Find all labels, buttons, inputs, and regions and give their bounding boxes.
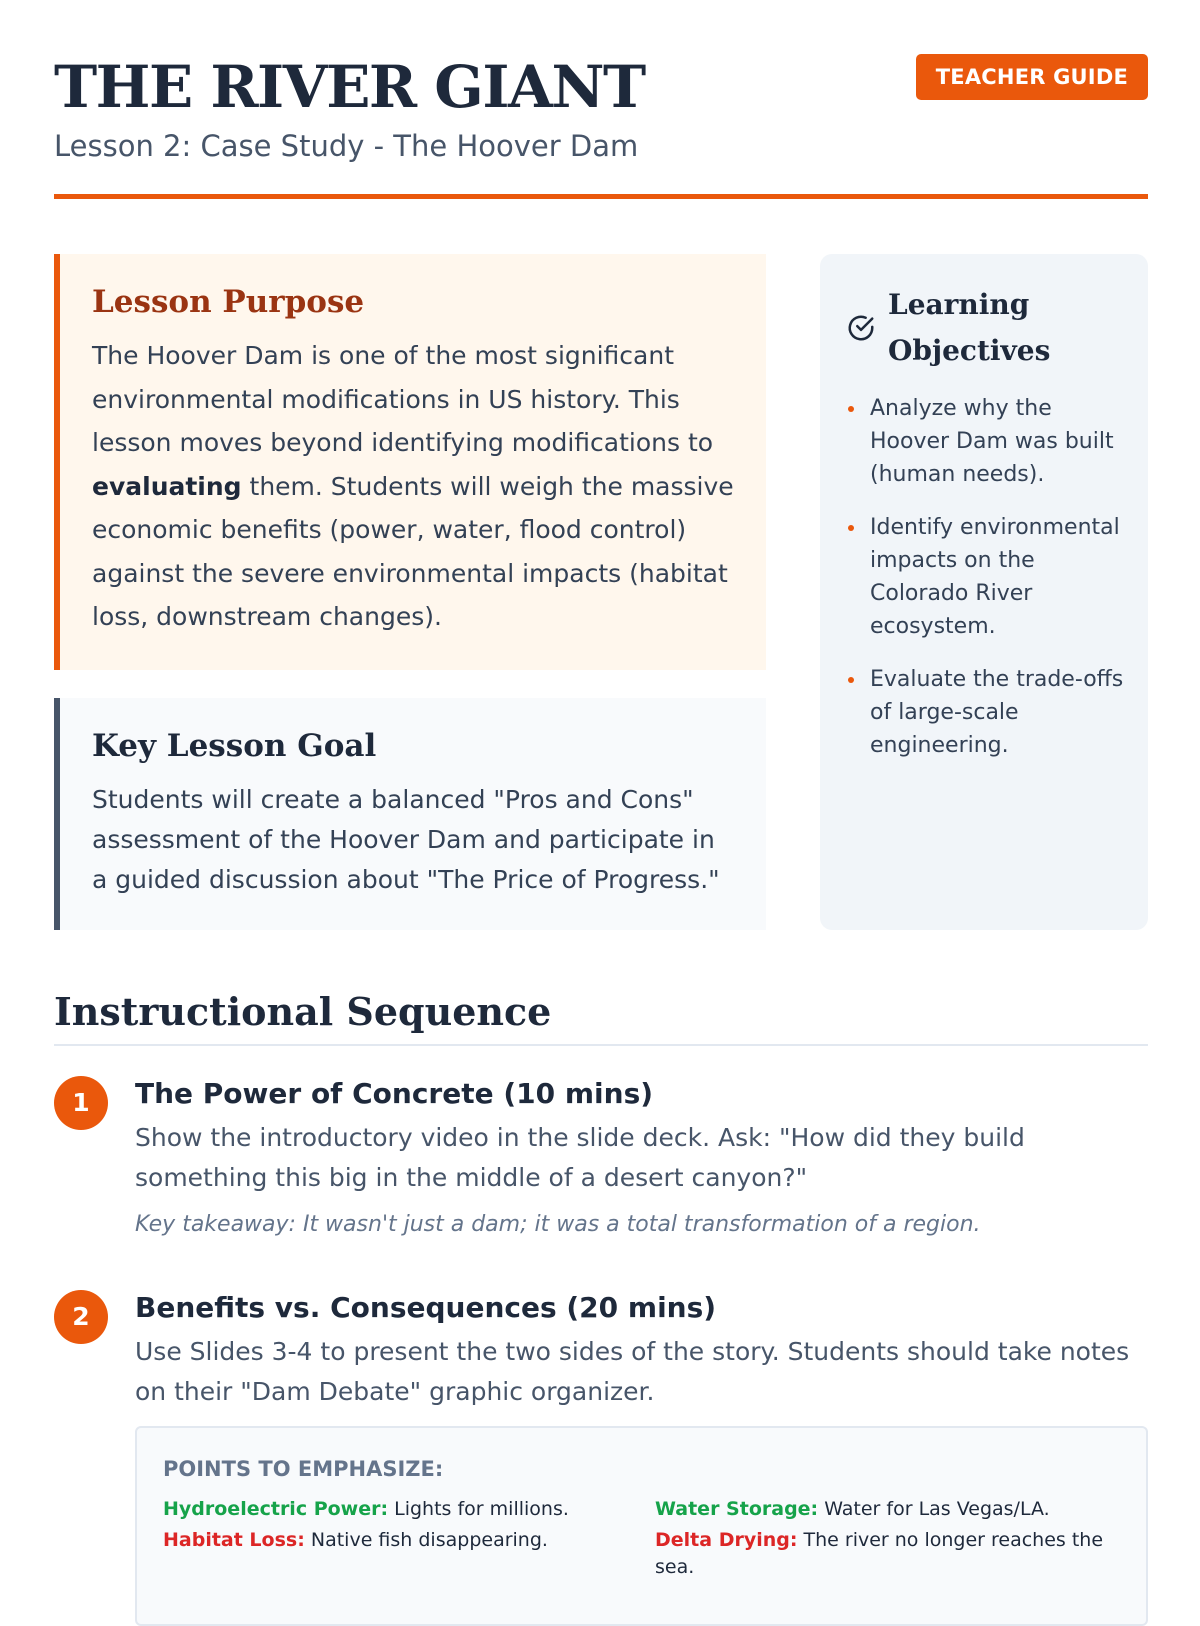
emphasis-desc: Water for Las Vegas/LA. <box>818 1498 1050 1520</box>
key-lesson-goal-text: Students will create a balanced "Pros and Cons" assessment of the Hoover Dam and participate in a guided discussion about "The Price of Progress." <box>92 785 720 894</box>
emphasis-desc: Lights for millions. <box>388 1498 569 1520</box>
instructional-sequence-heading: Instructional Sequence <box>54 989 552 1034</box>
page-header <box>54 52 1148 200</box>
emphasis-desc: The river no longer reaches the sea. <box>655 1529 1104 1578</box>
emphasis-item-hydroelectric <box>163 1496 655 1523</box>
emphasis-term: Delta Drying: <box>655 1529 798 1551</box>
objective-item: Identify environmental impacts on the Colorado River ecosystem. <box>846 511 1124 643</box>
header-divider <box>54 194 1148 199</box>
step-number-badge: 1 <box>54 1076 108 1130</box>
objectives-list <box>846 392 1124 762</box>
emphasis-item-delta-drying <box>655 1527 1120 1581</box>
points-to-emphasize-label: POINTS TO EMPHASIZE: <box>163 1457 444 1481</box>
learning-objectives-panel <box>820 254 1148 930</box>
learning-objectives-heading <box>888 282 1124 374</box>
learning-objectives-header <box>846 282 1124 374</box>
step-description: Use Slides 3-4 to present the two sides of the story. Students should take notes on their "Dam Debate" graphic organizer. <box>135 1337 1130 1406</box>
emphasis-term: Habitat Loss: <box>163 1529 305 1551</box>
sequence-step-2 <box>54 1288 1148 1626</box>
step-description: Show the introductory video in the slide deck. Ask: "How did they build something this big in the middle of a desert canyon?" <box>135 1123 1025 1192</box>
points-to-emphasize-box <box>135 1426 1148 1626</box>
step-takeaway: Key takeaway: It wasn't just a dam; it was a total transformation of a region. <box>135 1212 981 1237</box>
sequence-step-1 <box>54 1074 1148 1242</box>
emphasis-grid <box>163 1496 1120 1581</box>
purpose-text-part: The Hoover Dam is one of the most significant environmental modifications in US history. This lesson moves beyond identifying modifications to <box>92 341 714 457</box>
purpose-text-part: them. Students will weigh the massive economic benefits (power, water, flood control) against the severe environmental impacts (habitat loss, downstream changes). <box>92 471 734 631</box>
step-body <box>135 1288 1148 1626</box>
emphasis-desc: Native fish disappearing. <box>304 1529 548 1551</box>
key-lesson-goal-card <box>54 698 766 930</box>
objective-item: Evaluate the trade-offs of large-scale engineering. <box>846 663 1124 762</box>
emphasis-item-habitat-loss <box>163 1527 655 1581</box>
page-subtitle: Lesson 2: Case Study - The Hoover Dam <box>54 129 639 163</box>
teacher-guide-badge: TEACHER GUIDE <box>916 54 1148 100</box>
key-lesson-goal-heading: Key Lesson Goal <box>92 728 377 764</box>
purpose-bold-term: evaluating <box>92 471 242 501</box>
check-circle-icon <box>846 313 876 343</box>
step-body <box>135 1074 1148 1242</box>
lesson-purpose-text <box>92 334 736 639</box>
page-title: THE RIVER GIANT <box>54 53 645 121</box>
step-title: Benefits vs. Consequences (20 mins) <box>135 1291 717 1324</box>
lesson-purpose-heading: Lesson Purpose <box>92 284 365 320</box>
step-title: The Power of Concrete (10 mins) <box>135 1077 654 1110</box>
objective-item: Analyze why the Hoover Dam was built (human needs). <box>846 392 1124 491</box>
step-number-badge: 2 <box>54 1290 108 1344</box>
lesson-purpose-card <box>54 254 766 670</box>
emphasis-term: Water Storage: <box>655 1498 819 1520</box>
emphasis-item-water-storage <box>655 1496 1120 1523</box>
emphasis-term: Hydroelectric Power: <box>163 1498 389 1520</box>
sequence-divider <box>54 1044 1148 1046</box>
learning-objectives-title: Learning Objectives <box>888 288 1051 367</box>
